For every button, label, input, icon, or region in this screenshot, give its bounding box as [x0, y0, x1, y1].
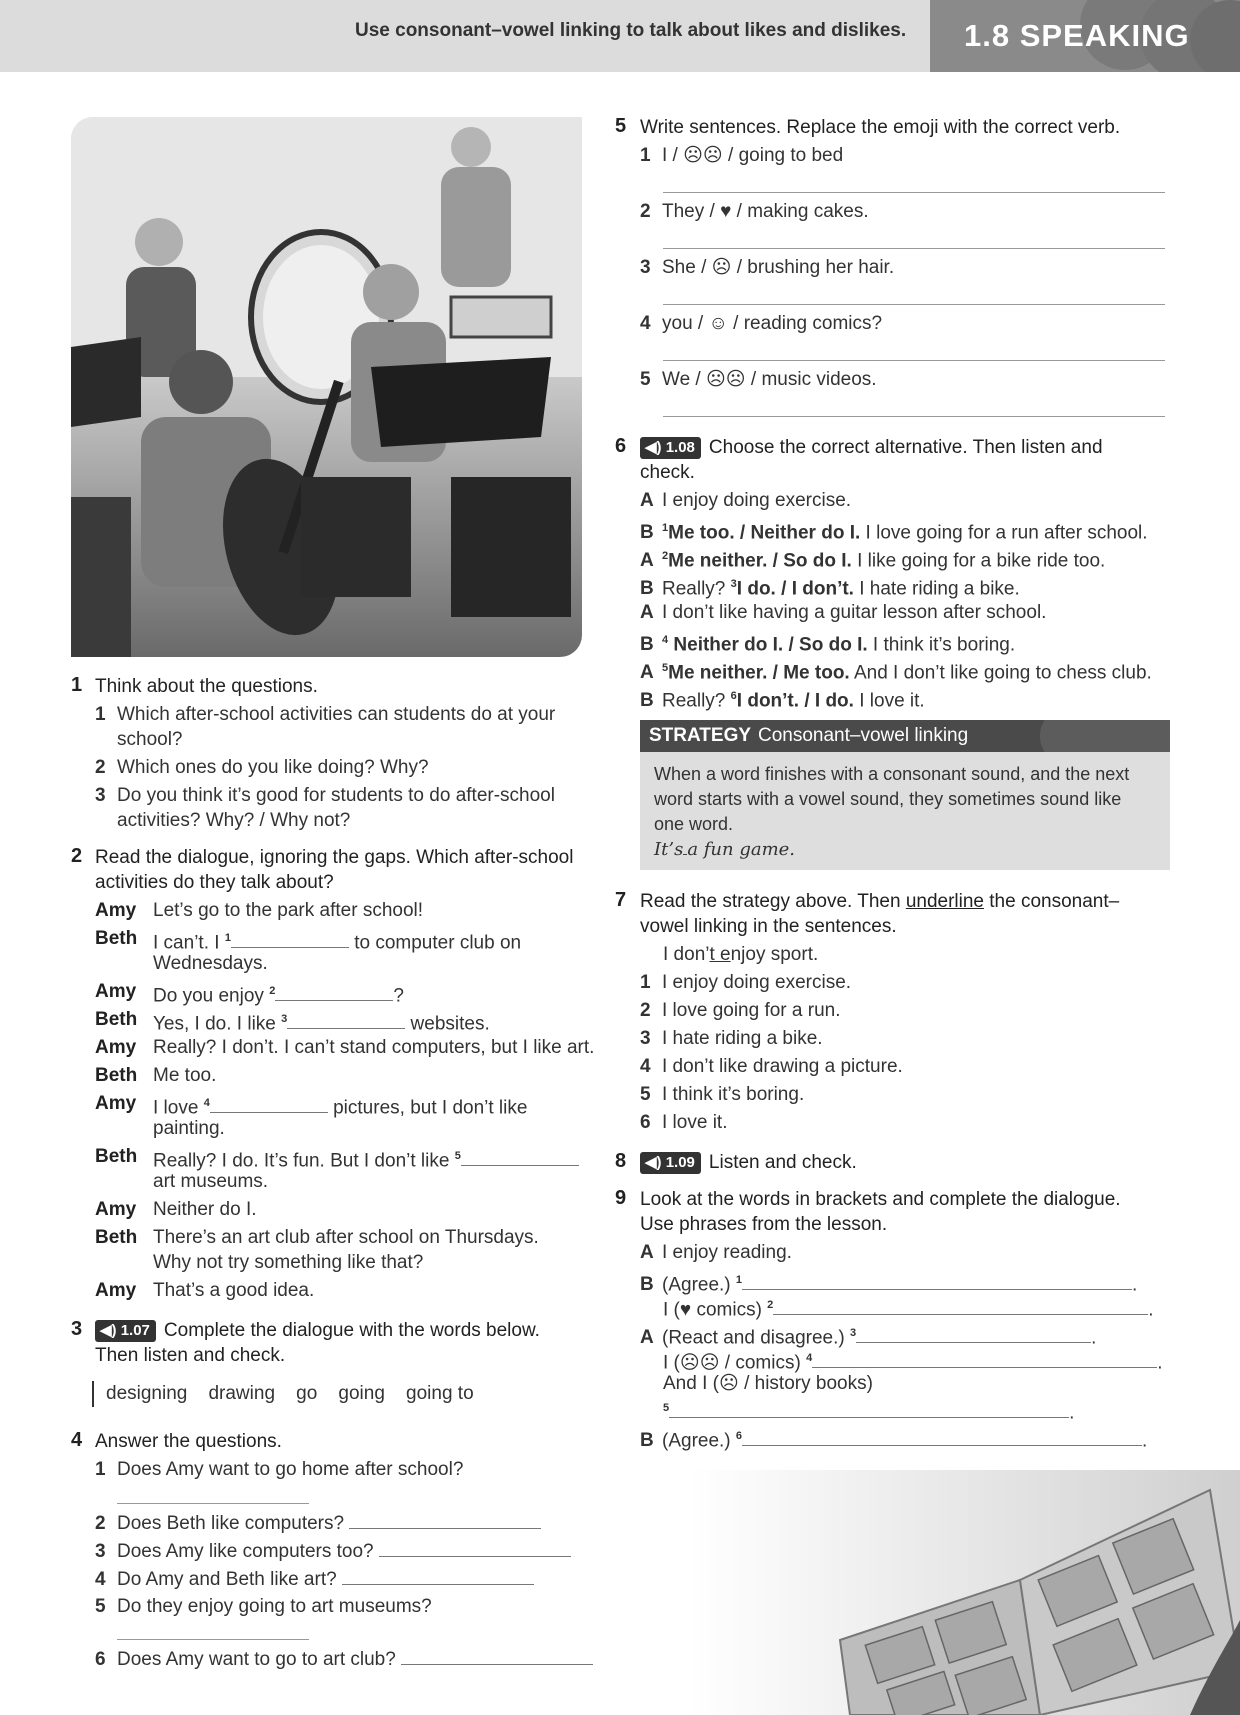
smile-face-icon: ☺ — [708, 313, 728, 334]
photo-school-orchestra — [71, 117, 582, 657]
dialogue-text: I can’t. I $^1$ to computer club on — [153, 926, 521, 955]
orchestra-illustration — [71, 117, 582, 657]
ex7-number: 7 — [615, 889, 627, 911]
ex1-item-cont: activities? Why? / Why not? — [117, 810, 351, 831]
ex7-item[interactable]: 3 I hate riding a bike. — [640, 1028, 823, 1049]
option-1[interactable]: Me neither. — [668, 550, 768, 572]
ex5-instruction: Write sentences. Replace the emoji with the correct verb. — [640, 117, 1121, 138]
word: going to — [406, 1383, 474, 1404]
answer-line[interactable] — [663, 192, 1165, 193]
answer-line[interactable] — [856, 1324, 1091, 1343]
ex5-number: 5 — [615, 115, 627, 137]
ex9-line: I (♥ comics) $^2$ . — [663, 1293, 1154, 1322]
answer-line[interactable] — [663, 416, 1165, 417]
ex5-item: 1 I / ☹☹ / going to bed — [640, 145, 844, 166]
option-1[interactable]: Neither do I. — [668, 634, 784, 656]
ex3-number: 3 — [71, 1318, 83, 1340]
dialogue-line: Beth — [95, 1227, 138, 1248]
ex8-instruction: ◀) 1.09 Listen and check. — [640, 1150, 857, 1175]
sad-face-icon: ☹☹ — [706, 369, 746, 390]
comic-book-image — [690, 1470, 1240, 1715]
answer-line[interactable] — [663, 360, 1165, 361]
option-1[interactable]: I don’t. — [736, 690, 800, 712]
answer-line[interactable] — [742, 1427, 1142, 1446]
lesson-number: 1.8 SPEAKING — [964, 18, 1190, 53]
sad-face-icon: ☹ — [711, 257, 732, 278]
strategy-label: STRATEGY — [649, 725, 752, 746]
dialogue-text: Really? I don’t. I can’t stand computers, but I like art. — [153, 1037, 595, 1058]
strategy-text: When a word finishes with a consonant sound, and the next — [654, 764, 1130, 784]
strategy-header — [640, 720, 1170, 752]
dialogue-line: Amy — [95, 1199, 137, 1220]
ex4-question: 4 Do Amy and Beth like art? — [95, 1566, 534, 1592]
audio-badge[interactable]: ◀) 1.08 — [640, 437, 701, 459]
ex1-item-cont: school? — [117, 729, 183, 750]
answer-line[interactable] — [663, 304, 1165, 305]
answer-line[interactable] — [342, 1566, 534, 1585]
ex6-line: B $^4$ Neither do I. / So do I. I think it’s boring. — [640, 634, 1016, 656]
audio-badge[interactable]: ◀) 1.09 — [640, 1152, 701, 1174]
option-2[interactable]: I don’t. — [791, 578, 854, 600]
ex2-instruction: Read the dialogue, ignoring the gaps. Which after-school — [95, 847, 574, 868]
dialogue-text: Me too. — [153, 1065, 217, 1086]
answer-line[interactable] — [349, 1510, 541, 1529]
ex9-instruction: Look at the words in brackets and complete the dialogue. — [640, 1189, 1121, 1210]
ex1-number: 1 — [71, 674, 83, 696]
dialogue-text: I love $^4$ pictures, but I don’t like — [153, 1091, 527, 1120]
ex4-question: 2 Does Beth like computers? — [95, 1510, 541, 1536]
strategy-box — [640, 720, 1170, 870]
ex5-item: 3 She / ☹ / brushing her hair. — [640, 257, 895, 278]
gap-2[interactable] — [275, 982, 393, 1001]
dialogue-line: Amy — [95, 900, 137, 921]
ex9-line: I (☹☹ / comics) $^4$ . — [663, 1346, 1162, 1375]
option-1[interactable]: Me neither. — [668, 662, 768, 684]
ex6-instruction-cont: check. — [640, 462, 695, 483]
answer-line[interactable] — [773, 1296, 1148, 1315]
dialogue-line: Amy — [95, 1093, 137, 1114]
ex6-line: B Really? $^3$I do. / I don’t. I hate riding a bike. — [640, 578, 1020, 600]
dialogue-text: There’s an art club after school on Thursdays. — [153, 1227, 539, 1248]
comic-book-illustration — [690, 1470, 1240, 1715]
page-header — [0, 0, 1240, 72]
dialogue-text: Neither do I. — [153, 1199, 257, 1220]
ex1-item: 2 Which ones do you like doing? Why? — [95, 757, 429, 778]
option-2[interactable]: Me too. — [783, 662, 850, 684]
answer-line[interactable] — [663, 248, 1165, 249]
ex9-line: $^5$ . — [663, 1396, 1074, 1425]
option-1[interactable]: Me too. — [668, 522, 735, 544]
ex7-item[interactable]: 2 I love going for a run. — [640, 1000, 841, 1021]
ex4-instruction: Answer the questions. — [95, 1431, 282, 1452]
ex5-item: 5 We / ☹☹ / music videos. — [640, 369, 877, 390]
speaker-icon: ◀) — [100, 1322, 117, 1339]
ex8-number: 8 — [615, 1150, 627, 1172]
ex6-line: A $^5$Me neither. / Me too. And I don’t like going to chess club. — [640, 662, 1152, 684]
ex9-line: B (Agree.) $^1$ . — [640, 1268, 1137, 1297]
word: drawing — [208, 1383, 276, 1404]
dialogue-line: Beth — [95, 1146, 138, 1167]
sad-face-icon: ☹ — [718, 1373, 739, 1394]
answer-line[interactable] — [401, 1646, 593, 1665]
gap-4[interactable] — [210, 1094, 328, 1113]
ex9-line: And I (☹ / history books) — [663, 1373, 873, 1394]
ex6-instruction: ◀) 1.08 Choose the correct alternative. Then listen and — [640, 435, 1103, 460]
ex6-line: A I don’t like having a guitar lesson after school. — [640, 602, 1047, 623]
ex2-number: 2 — [71, 845, 83, 867]
ex6-line: B Really? $^6$I don’t. / I do. I love it. — [640, 690, 925, 712]
strategy-title: Consonant–vowel linking — [758, 725, 969, 746]
ex1-instruction: Think about the questions. — [95, 676, 318, 697]
sad-face-icon: ☹☹ — [679, 1352, 720, 1374]
dialogue-text-cont: Wednesdays. — [153, 953, 268, 974]
word: go — [296, 1383, 318, 1404]
word-box-marker — [92, 1381, 94, 1407]
ex6-line: A $^2$Me neither. / So do I. I like going for a bike ride too. — [640, 550, 1106, 572]
option-2[interactable]: Neither do I. — [750, 522, 861, 544]
ex5-item: 4 you / ☺ / reading comics? — [640, 313, 883, 334]
heart-icon: ♥ — [720, 201, 732, 222]
ex7-item[interactable]: 1 I enjoy doing exercise. — [640, 972, 852, 993]
ex4-question: 3 Does Amy like computers too? — [95, 1538, 571, 1564]
dialogue-text: Yes, I do. I like $^3$ websites. — [153, 1007, 490, 1036]
option-2[interactable]: I do. — [814, 690, 854, 712]
dialogue-text: That’s a good idea. — [153, 1280, 315, 1301]
dialogue-line: Beth — [95, 1009, 138, 1030]
ex4-question: 5 Do they enjoy going to art museums? — [95, 1596, 432, 1617]
dialogue-line: Beth — [95, 1065, 138, 1086]
dialogue-line: Amy — [95, 981, 137, 1002]
answer-line[interactable] — [117, 1503, 309, 1504]
audio-badge[interactable]: ◀) 1.07 — [95, 1320, 156, 1342]
dialogue-line: Amy — [95, 1037, 137, 1058]
ex3-instruction: ◀) 1.07 Complete the dialogue with the words below. — [95, 1318, 540, 1343]
answer-line[interactable] — [117, 1639, 309, 1640]
sad-face-icon: ☹☹ — [683, 145, 723, 166]
dialogue-text-cont: painting. — [153, 1118, 225, 1139]
option-1[interactable]: I do. — [736, 578, 776, 600]
ex7-item[interactable]: 5 I think it’s boring. — [640, 1084, 805, 1105]
ex7-instruction: Read the strategy above. Then underline the consonant– — [640, 891, 1120, 912]
ex1-item: 3 Do you think it’s good for students to do after-school — [95, 785, 555, 806]
lesson-tag — [930, 0, 1240, 72]
ex2-instruction-cont: activities do they talk about? — [95, 872, 334, 893]
ex9-number: 9 — [615, 1187, 627, 1209]
word-box — [106, 1381, 474, 1406]
strategy-example: It’s a fun game. — [654, 839, 796, 860]
ex7-instruction-cont: vowel linking in the sentences. — [640, 916, 897, 937]
ex4-question: 1 Does Amy want to go home after school? — [95, 1459, 464, 1480]
ex6-line: A I enjoy doing exercise. — [640, 490, 852, 511]
ex6-number: 6 — [615, 435, 627, 457]
dialogue-line: Beth — [95, 928, 138, 949]
strategy-text: word starts with a vowel sound, they sometimes sound like — [654, 789, 1122, 809]
ex3-instruction-cont: Then listen and check. — [95, 1345, 286, 1366]
gap-3[interactable] — [287, 1010, 405, 1029]
answer-line[interactable] — [812, 1349, 1157, 1368]
word: going — [338, 1383, 385, 1404]
ex9-line: B (Agree.) $^6$ . — [640, 1424, 1147, 1453]
answer-line[interactable] — [669, 1399, 1069, 1418]
gap-5[interactable] — [461, 1147, 579, 1166]
word: designing — [106, 1383, 188, 1404]
ex9-line: A (React and disagree.) $^3$ . — [640, 1321, 1096, 1350]
dialogue-text: Do you enjoy $^2$ ? — [153, 979, 404, 1008]
speaker-icon: ◀) — [645, 1154, 662, 1171]
answer-line[interactable] — [742, 1271, 1132, 1290]
ex7-example: I don’t enjoy sport. — [663, 944, 819, 965]
dialogue-text-cont: art museums. — [153, 1171, 269, 1192]
ex7-item[interactable]: 6 I love it. — [640, 1112, 728, 1133]
ex6-line: B $^1$Me too. / Neither do I. I love going for a run after school. — [640, 522, 1148, 544]
gap-1[interactable] — [231, 929, 349, 948]
strategy-text: one word. — [654, 814, 734, 834]
dialogue-text: Really? I do. It’s fun. But I don’t like $^5$ — [153, 1144, 579, 1173]
ex7-item[interactable]: 4 I don’t like drawing a picture. — [640, 1056, 903, 1077]
ex4-question: 6 Does Amy want to go to art club? — [95, 1646, 593, 1672]
answer-line[interactable] — [379, 1538, 571, 1557]
lesson-objective: Use consonant–vowel linking to talk about likes and dislikes. — [355, 20, 907, 41]
option-2[interactable]: So do I. — [783, 550, 852, 572]
speaker-icon: ◀) — [645, 439, 662, 456]
dialogue-text: Let’s go to the park after school! — [153, 900, 424, 921]
ex9-line: A I enjoy reading. — [640, 1242, 792, 1263]
ex1-item: 1 Which after-school activities can students do at your — [95, 704, 556, 725]
heart-icon: ♥ — [679, 1299, 692, 1321]
ex5-item: 2 They / ♥ / making cakes. — [640, 201, 869, 222]
option-2[interactable]: So do I. — [799, 634, 868, 656]
dialogue-line: Amy — [95, 1280, 137, 1301]
ex9-instruction-cont: Use phrases from the lesson. — [640, 1214, 888, 1235]
ex4-number: 4 — [71, 1429, 83, 1451]
dialogue-text-cont: Why not try something like that? — [153, 1252, 424, 1273]
